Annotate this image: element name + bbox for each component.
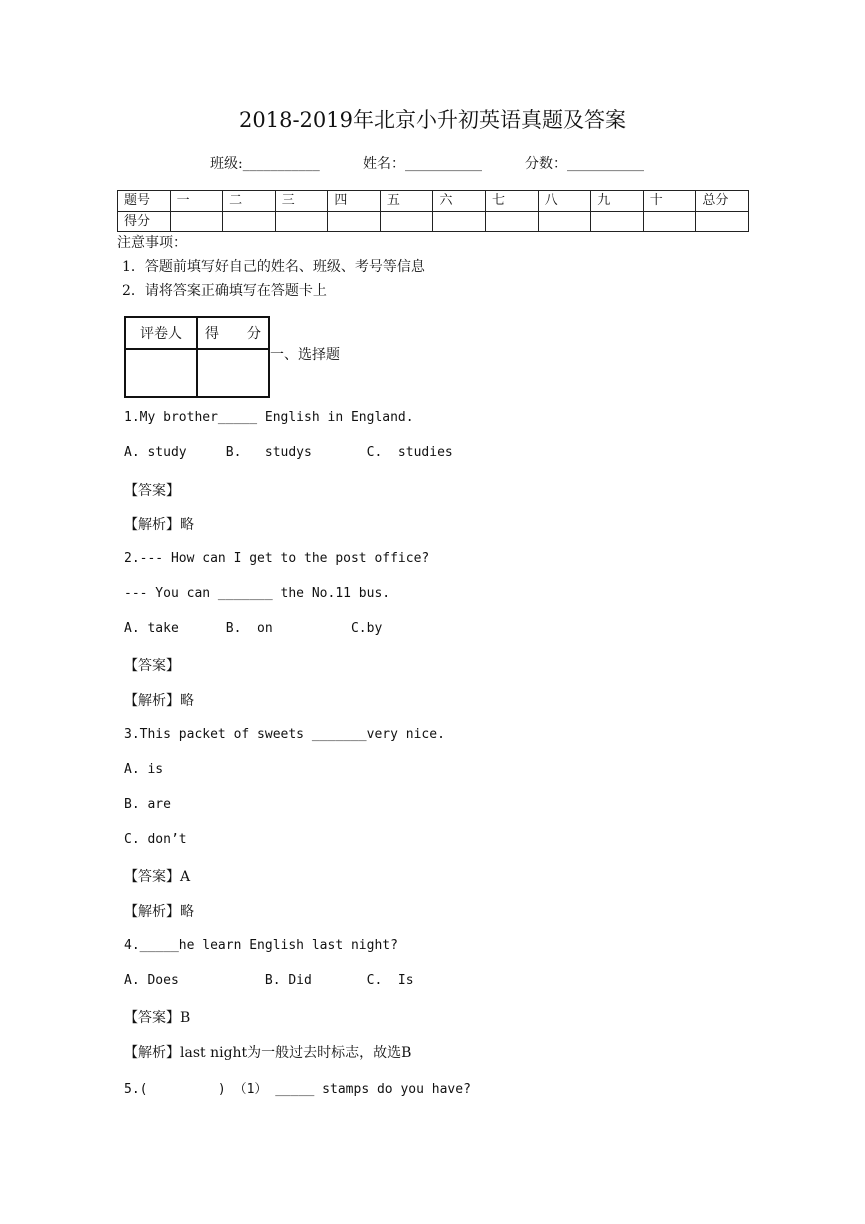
question-stem: 4._____he learn English last night? xyxy=(124,938,398,953)
question-stem: 5.( ) （1） _____ stamps do you have? xyxy=(124,1082,471,1097)
class-field: 班级:___________ xyxy=(210,156,320,172)
question-stem: 2.--- How can I get to the post office? xyxy=(124,551,430,566)
score-blank-cell xyxy=(538,211,591,232)
score-blank-cell xyxy=(486,211,539,232)
score-blank-cell xyxy=(197,349,269,397)
score-blank-cell xyxy=(223,211,276,232)
score-table-cell: 五 xyxy=(380,191,433,212)
score-table-cell: 二 xyxy=(223,191,276,212)
score-blank-cell xyxy=(170,211,223,232)
reviewer-label: 评卷人 xyxy=(125,317,197,349)
score-table-cell: 一 xyxy=(170,191,223,212)
option-a: A. is xyxy=(124,762,164,777)
score-table xyxy=(117,190,749,232)
note-item: 2．请将答案正确填写在答题卡上 xyxy=(122,283,327,299)
score-blank-cell xyxy=(643,211,696,232)
answer-label: 【答案】 xyxy=(124,483,180,499)
answer-label: 【答案】A xyxy=(124,869,191,885)
score-table-cell: 六 xyxy=(433,191,486,212)
analysis-label: 【解析】略 xyxy=(124,693,194,709)
score-row-label: 得分 xyxy=(118,211,171,232)
score-table-cell: 总分 xyxy=(696,191,749,212)
score-table-cell: 九 xyxy=(591,191,644,212)
option-c: C. don’t xyxy=(124,832,187,847)
score-table-cell: 三 xyxy=(275,191,328,212)
analysis-label: 【解析】last night为一般过去时标志，故选B xyxy=(124,1045,412,1061)
section-heading: 一、选择题 xyxy=(270,347,340,363)
name-field: 姓名：___________ xyxy=(363,156,482,172)
analysis-label: 【解析】略 xyxy=(124,904,194,920)
question-options: A. take B. on C.by xyxy=(124,621,383,636)
reviewer-blank-cell xyxy=(125,349,197,397)
question-options: A. Does B. Did C. Is xyxy=(124,973,414,988)
score-table-header-row xyxy=(118,191,749,212)
score-field: 分数：___________ xyxy=(525,156,644,172)
score-blank-cell xyxy=(433,211,486,232)
score-blank-cell xyxy=(591,211,644,232)
question-stem: 1.My brother_____ English in England. xyxy=(124,410,414,425)
score-table-cell: 题号 xyxy=(118,191,171,212)
grader-table xyxy=(124,316,270,398)
option-b: B. are xyxy=(124,797,171,812)
question-options: A. study B. studys C. studies xyxy=(124,445,453,460)
note-item: 1．答题前填写好自己的姓名、班级、考号等信息 xyxy=(122,259,425,275)
score-table-cell: 四 xyxy=(328,191,381,212)
analysis-label: 【解析】略 xyxy=(124,517,194,533)
score-table-score-row xyxy=(118,211,749,232)
score-blank-cell xyxy=(275,211,328,232)
question-stem: 3.This packet of sweets _______very nice. xyxy=(124,727,445,742)
page-title: 2018-2019年北京小升初英语真题及答案 xyxy=(239,108,626,132)
question-stem-line-2: --- You can _______ the No.11 bus. xyxy=(124,586,391,601)
score-blank-cell xyxy=(696,211,749,232)
score-table-cell: 七 xyxy=(486,191,539,212)
grader-score-label: 得 分 xyxy=(197,317,269,349)
score-blank-cell xyxy=(380,211,433,232)
answer-label: 【答案】 xyxy=(124,658,180,674)
notes-heading: 注意事项： xyxy=(117,235,187,251)
answer-label: 【答案】B xyxy=(124,1010,191,1026)
score-table-cell: 八 xyxy=(538,191,591,212)
score-blank-cell xyxy=(328,211,381,232)
score-table-cell: 十 xyxy=(643,191,696,212)
